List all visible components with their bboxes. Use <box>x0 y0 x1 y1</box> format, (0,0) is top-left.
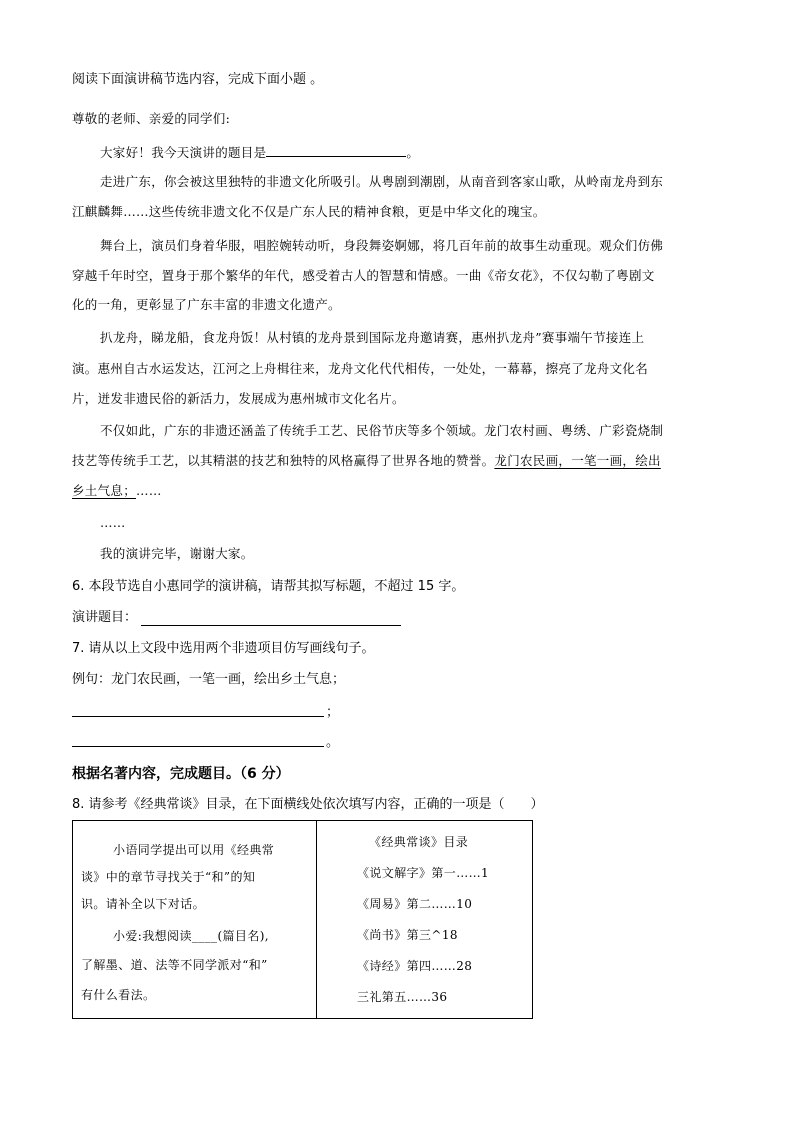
question-6-answer-line[interactable] <box>141 625 401 626</box>
toc-item-5: 三礼第五……36 <box>357 990 448 1004</box>
toc-item-1: 《说文解字》第一……1 <box>357 866 490 880</box>
speech-paragraph-3-line-3: 化的一角，更彰显了广东丰富的非遗文化遗产。 <box>72 297 341 312</box>
question-8-text: 8. 请参考《经典常谈》目录，在下面横线处依次填写内容，正确的一项是（ ） <box>72 797 544 812</box>
dialogue-cell <box>73 821 317 1019</box>
speech-paragraph-2-line-1: 走进广东，你会被这里独特的非遗文化所吸引。从粤剧到潮剧，从南音到客家山歌，从岭南龙舟到东 <box>100 174 664 189</box>
speech-greeting: 尊敬的老师、亲爱的同学们: <box>72 111 231 126</box>
speech-p1-suffix: 。 <box>406 145 420 160</box>
dialogue-line-1: 小语同学提出可以用《经典常 <box>113 843 275 857</box>
question-7-example: 例句：龙门农民画，一笔一画，绘出乡土气息； <box>72 672 346 687</box>
speech-ellipsis: …… <box>100 515 126 530</box>
question-7-text: 7. 请从以上文段中选用两个非遗项目仿写画线句子。 <box>72 641 375 656</box>
dialogue-line-4: 小爱:我想阅读____(篇目名), <box>113 929 270 943</box>
speech-paragraph-3-line-1: 舞台上，演员们身着华服，唱腔婉转动听，身段舞姿婀娜，将几百年前的故事生动重现。观众们仿佛 <box>100 238 664 253</box>
question-8-table <box>72 820 533 1019</box>
speech-p5-plain-text: 技艺等传统手工艺，以其精湛的技艺和独特的风格赢得了世界各地的赞誉。 <box>72 453 495 468</box>
question-6-text: 6. 本段节选自小惠同学的演讲稿，请帮其拟写标题，不超过 15 字。 <box>72 579 465 594</box>
dialogue-line-2: 谈》中的章节寻找关于“和”的知 <box>81 870 256 884</box>
underlined-sentence-part-1: 龙门农民画，一笔一画，绘出 <box>494 453 661 468</box>
speech-paragraph-3-line-2: 穿越千年时空，置身于那个繁华的年代，感受着古人的智慧和情感。一曲《帝女花》，不仅勾勒了粤剧文 <box>72 268 655 283</box>
speech-paragraph-5-line-3 <box>72 483 162 499</box>
speech-paragraph-4-line-1: 扒龙舟，睇龙船，食龙舟饭！从村镇的龙舟景到国际龙舟邀请赛，惠州扒龙舟”赛事端午节接连上 <box>100 330 645 345</box>
instruction-text: 阅读下面演讲稿节选内容，完成下面小题 。 <box>72 72 324 87</box>
speech-paragraph-5-line-1: 不仅如此，广东的非遗还涵盖了传统手工艺、民俗节庆等多个领域。龙门农村画、粤绣、广彩瓷烧制 <box>100 423 664 438</box>
question-7-line-1-end: ； <box>326 705 340 720</box>
speech-p1-prefix: 大家好！我今天演讲的题目是 <box>100 145 267 160</box>
speech-paragraph-4-line-2: 演。惠州自古水运发达，江河之上舟楫往来，龙舟文化代代相传，一处处，一幕幕，擦亮了龙舟文化名 <box>72 361 649 376</box>
question-7-answer-line-1[interactable] <box>72 716 324 717</box>
question-7-line-2-end: 。 <box>326 735 340 750</box>
question-7-answer-line-2[interactable] <box>72 746 324 747</box>
underlined-sentence-part-2: 乡土气息； <box>72 483 137 498</box>
dialogue-line-6: 有什么看法。 <box>81 988 156 1002</box>
toc-title: 《经典常谈》目录 <box>369 835 469 849</box>
speech-paragraph-5-line-2 <box>72 453 661 469</box>
speech-p5-tail: …… <box>136 483 162 498</box>
question-6-answer-label: 演讲题目： <box>72 610 138 625</box>
speech-paragraph-2-line-2: 江麒麟舞……这些传统非遗文化不仅是广东人民的精神食粮，更是中华文化的瑰宝。 <box>72 204 546 219</box>
speech-closing: 我的演讲完毕，谢谢大家。 <box>100 546 254 561</box>
section-heading: 根据名著内容，完成题目。（6 分） <box>72 766 290 782</box>
toc-cell <box>317 821 533 1019</box>
title-blank[interactable] <box>266 144 406 157</box>
speech-paragraph-4-line-3: 片，迸发非遗民俗的新活力，发展成为惠州城市文化名片。 <box>72 391 405 406</box>
toc-item-2: 《周易》第二……10 <box>357 897 473 911</box>
toc-item-4: 《诗经》第四……28 <box>357 959 473 973</box>
speech-paragraph-1 <box>100 144 419 161</box>
dialogue-line-3: 识。请补全以下对话。 <box>81 897 206 911</box>
dialogue-line-5: 了解墨、道、法等不同学派对“和” <box>81 958 268 972</box>
toc-item-3: 《尚书》第三^18 <box>357 928 458 942</box>
